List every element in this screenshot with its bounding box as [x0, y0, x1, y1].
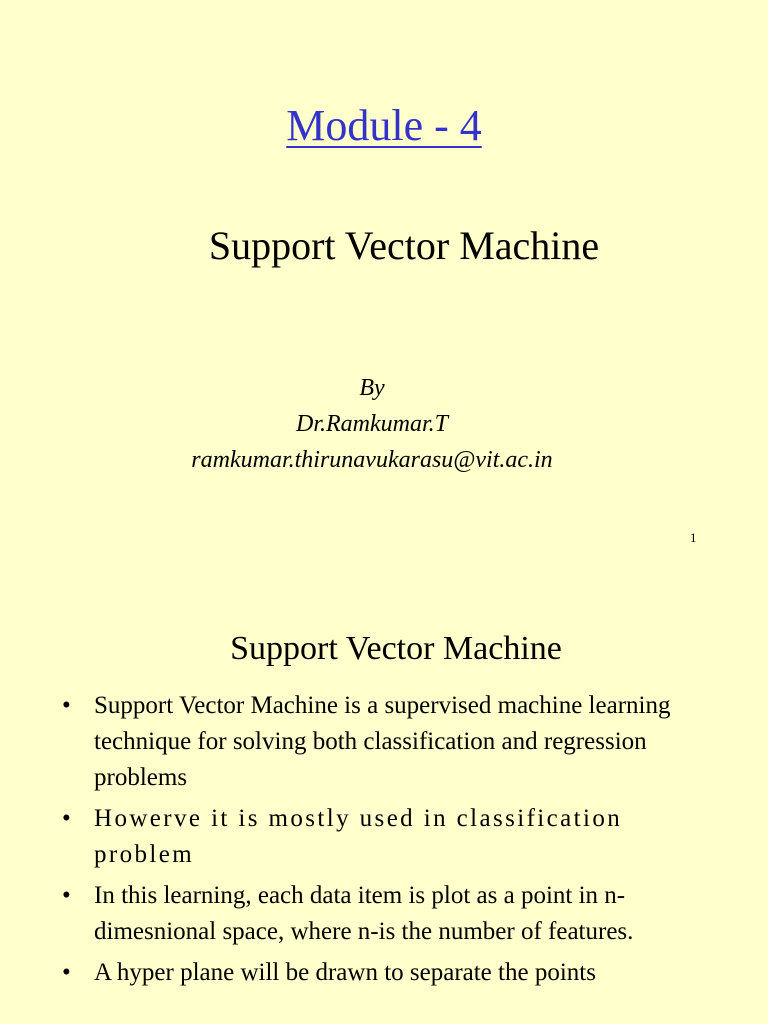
- module-title: [0, 100, 768, 152]
- bullet-item: [62, 878, 712, 950]
- bullet-text: A hyper plane will be drawn to separate the points: [94, 959, 596, 986]
- author-email: ramkumar.thirunavukarasu@vit.ac.in: [191, 447, 553, 473]
- bullet-icon: •: [62, 805, 71, 832]
- module-title-link[interactable]: Module - 4: [286, 101, 482, 150]
- bullet-list: [62, 688, 712, 996]
- slide-title: Support Vector Machine: [230, 630, 562, 667]
- page-number: 1: [690, 530, 697, 545]
- bullet-icon: •: [62, 959, 71, 986]
- content-slide: [0, 600, 768, 1024]
- author-name: Dr.Ramkumar.T: [295, 411, 448, 437]
- bullet-text: In this learning, each data item is plot as a point in n-dimesnional space, where n-is the number of features.: [94, 882, 634, 945]
- bullet-text: Howerve it is mostly used in classification problem: [94, 805, 623, 868]
- bullet-icon: •: [62, 692, 71, 719]
- bullet-item: [62, 801, 712, 873]
- bullet-item: [62, 688, 712, 796]
- bullet-text: Support Vector Machine is a supervised machine learning technique for solving both classification and regression problems: [94, 692, 671, 791]
- author-block: [0, 370, 744, 478]
- bullet-icon: •: [62, 882, 71, 909]
- bullet-item: [62, 955, 712, 991]
- by-label: By: [359, 375, 385, 401]
- presentation-title: Support Vector Machine: [208, 223, 600, 268]
